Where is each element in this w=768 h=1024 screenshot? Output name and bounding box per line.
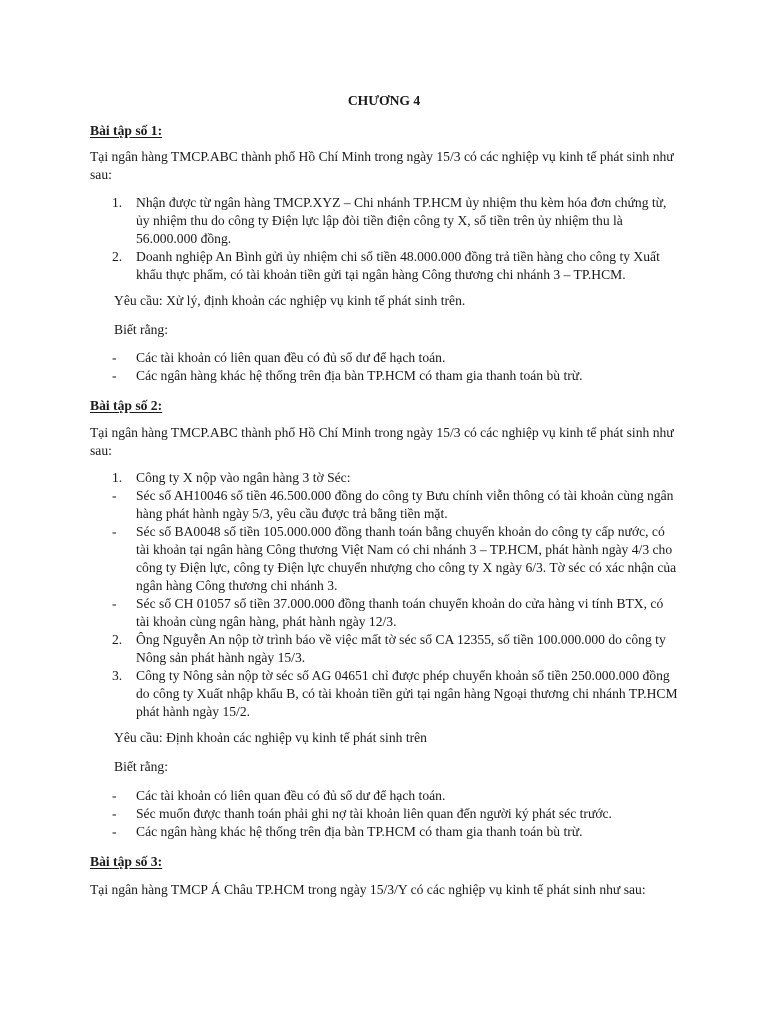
exercise-1-heading-block bbox=[90, 122, 680, 140]
exercise-1-given-label: Biết rằng: bbox=[114, 322, 168, 337]
given-item-text: Séc muốn được thanh toán phải ghi nợ tài khoản liên quan đến người ký phát séc trước. bbox=[136, 806, 612, 821]
exercise-2-given-list bbox=[90, 787, 680, 841]
exercise-2-given-label-block bbox=[90, 758, 704, 776]
exercise-1-given-label-block bbox=[90, 321, 704, 339]
exercise-2-item bbox=[90, 487, 680, 523]
list-item-text: Công ty Nông sản nộp tờ séc số AG 04651 chỉ được phép chuyển khoản số tiền 250.000.000 đồng do công ty Xuất nhập khẩu B, có tài khoản tiền gửi tại ngân hàng Ngoại thương chi nhánh TP.HCM phát hành ngày 15/2. bbox=[136, 668, 678, 719]
list-marker: 3. bbox=[112, 668, 123, 683]
given-item bbox=[90, 787, 680, 805]
list-marker: 2. bbox=[112, 632, 123, 647]
list-marker: - bbox=[112, 788, 117, 803]
exercise-2-item bbox=[90, 523, 680, 595]
exercise-2-item bbox=[90, 631, 680, 667]
exercise-1-given-list bbox=[90, 349, 680, 385]
exercise-1-list bbox=[90, 194, 680, 284]
list-marker: 1. bbox=[112, 470, 123, 485]
list-item-text: Doanh nghiệp An Bình gửi ủy nhiệm chi số tiền 48.000.000 đồng trả tiền hàng cho công ty Xuất khẩu thực phẩm, có tài khoản tiền gửi tại ngân hàng Công thương chi nhánh 3 – TP.HCM. bbox=[136, 249, 660, 282]
exercise-2-item bbox=[90, 469, 680, 487]
chapter-title: CHƯƠNG 4 bbox=[347, 93, 421, 108]
exercise-1-intro-block bbox=[90, 148, 680, 184]
list-marker: - bbox=[112, 524, 117, 539]
list-marker: - bbox=[112, 368, 117, 383]
list-item-text: Séc số CH 01057 số tiền 37.000.000 đồng thanh toán chuyển khoản do cửa hàng vi tính BTX, có tài khoản cùng ngân hàng, phát hành ngày 12/3. bbox=[136, 596, 664, 629]
exercise-3-heading: Bài tập số 3: bbox=[90, 854, 163, 869]
list-marker: - bbox=[112, 350, 117, 365]
exercise-2-list bbox=[90, 469, 680, 721]
exercise-2-item bbox=[90, 595, 680, 631]
exercise-1-requirement: Yêu cầu: Xử lý, định khoản các nghiệp vụ kinh tế phát sinh trên. bbox=[114, 293, 466, 308]
exercise-3-intro: Tại ngân hàng TMCP Á Châu TP.HCM trong ngày 15/3/Y có các nghiệp vụ kinh tế phát sinh như sau: bbox=[90, 882, 646, 897]
exercise-2-intro: Tại ngân hàng TMCP.ABC thành phố Hồ Chí Minh trong ngày 15/3 có các nghiệp vụ kinh tế phát sinh như sau: bbox=[90, 425, 674, 458]
exercise-2-item bbox=[90, 667, 680, 721]
exercise-2-requirement: Yêu cầu: Định khoản các nghiệp vụ kinh tế phát sinh trên bbox=[114, 730, 427, 745]
list-item-text: Nhận được từ ngân hàng TMCP.XYZ – Chi nhánh TP.HCM ủy nhiệm thu kèm hóa đơn chứng từ, ủy nhiệm thu do công ty Điện lực lập đòi tiền điện công ty X, số tiền trên ủy nhiệm thu là 56.000.000 đồng. bbox=[136, 195, 667, 246]
exercise-2-heading: Bài tập số 2: bbox=[90, 398, 163, 413]
list-marker: - bbox=[112, 596, 117, 611]
given-item-text: Các ngân hàng khác hệ thống trên địa bàn TP.HCM có tham gia thanh toán bù trừ. bbox=[136, 824, 583, 839]
exercise-2-intro-block bbox=[90, 424, 680, 460]
exercise-3-intro-block bbox=[90, 881, 690, 899]
exercise-1-item bbox=[90, 194, 680, 248]
given-item bbox=[90, 805, 680, 823]
exercise-3-heading-block bbox=[90, 853, 680, 871]
exercise-1-item bbox=[90, 248, 680, 284]
exercise-1-requirement-block bbox=[90, 292, 704, 310]
given-item-text: Các tài khoản có liên quan đều có đủ số dư để hạch toán. bbox=[136, 788, 446, 803]
list-marker: - bbox=[112, 488, 117, 503]
given-item-text: Các ngân hàng khác hệ thống trên địa bàn TP.HCM có tham gia thanh toán bù trừ. bbox=[136, 368, 583, 383]
list-marker: 2. bbox=[112, 249, 123, 264]
given-item bbox=[90, 349, 680, 367]
list-item-text: Séc số AH10046 số tiền 46.500.000 đồng do công ty Bưu chính viễn thông có tài khoản cùng ngân hàng phát hành ngày 5/3, yêu cầu được trả bằng tiền mặt. bbox=[136, 488, 674, 521]
list-marker: 1. bbox=[112, 195, 123, 210]
exercise-2-heading-block bbox=[90, 397, 680, 415]
exercise-1-heading: Bài tập số 1: bbox=[90, 123, 163, 138]
list-item-text: Séc số BA0048 số tiền 105.000.000 đồng thanh toán bằng chuyển khoản do công ty cấp nước, có tài khoản tại ngân hàng Công thương Việt Nam có chi nhánh 3 – TP.HCM, phát hành ngày 4/3 cho công ty Điện lực, công ty Điện lực chuyển nhượng cho công ty X ngày 6/3. Tờ séc có xác nhận của ngân hàng Công thương chi nhánh 3. bbox=[136, 524, 677, 593]
exercise-2-given-label: Biết rằng: bbox=[114, 759, 168, 774]
list-marker: - bbox=[112, 806, 117, 821]
given-item bbox=[90, 823, 680, 841]
list-item-text: Công ty X nộp vào ngân hàng 3 tờ Séc: bbox=[136, 470, 351, 485]
given-item-text: Các tài khoản có liên quan đều có đủ số dư để hạch toán. bbox=[136, 350, 446, 365]
list-item-text: Ông Nguyễn An nộp tờ trình báo về việc mất tờ séc số CA 12355, số tiền 100.000.000 do công ty Nông sản phát hành ngày 15/3. bbox=[136, 632, 666, 665]
given-item bbox=[90, 367, 680, 385]
list-marker: - bbox=[112, 824, 117, 839]
exercise-1-intro: Tại ngân hàng TMCP.ABC thành phố Hồ Chí Minh trong ngày 15/3 có các nghiệp vụ kinh tế phát sinh như sau: bbox=[90, 149, 674, 182]
exercise-2-requirement-block bbox=[90, 729, 704, 747]
